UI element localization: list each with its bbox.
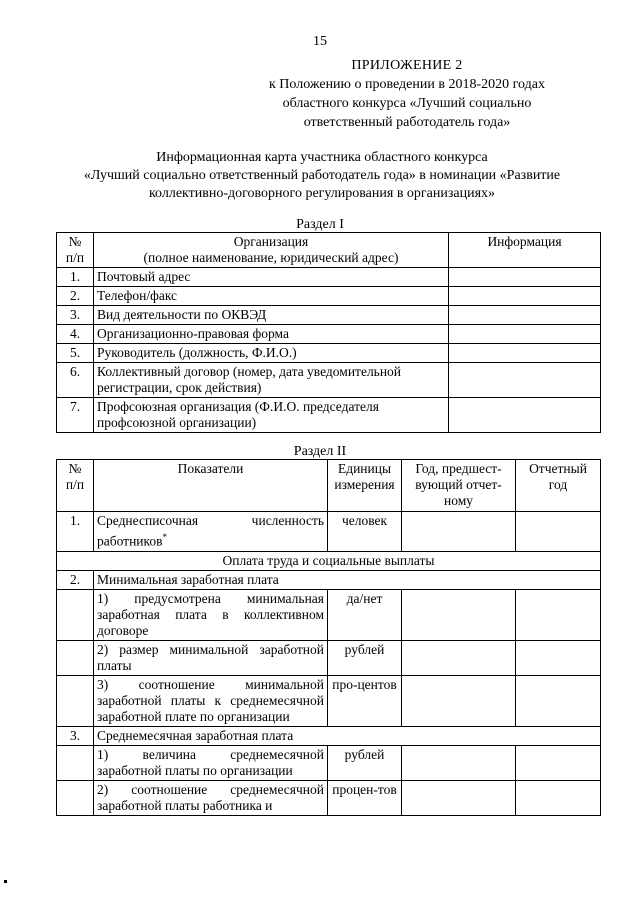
sub-row — [57, 675, 601, 726]
table-row — [57, 287, 601, 306]
row-num: 2. — [57, 570, 94, 589]
row-num: 2. — [57, 287, 94, 306]
sub-row-label: 2) размер минимальной заработной платы — [94, 640, 328, 675]
info-cell[interactable] — [449, 398, 601, 433]
row-num: 3. — [57, 306, 94, 325]
report-year-cell[interactable] — [516, 589, 601, 640]
appendix-title: ПРИЛОЖЕНИЕ 2 — [351, 58, 463, 73]
report-year-cell[interactable] — [516, 675, 601, 726]
table-row — [57, 363, 601, 398]
heading-line: коллективно-договорного регулирования в организациях» — [148, 186, 496, 201]
section1-title: Раздел I — [296, 217, 344, 232]
table-header-row — [57, 460, 601, 512]
unit-cell: да/нет — [328, 589, 402, 640]
row-num: 1. — [57, 512, 94, 552]
info-cell[interactable] — [449, 325, 601, 344]
table-row — [57, 512, 601, 552]
group-title: Оплата труда и социальные выплаты — [57, 551, 601, 570]
heading-line: Информационная карта участника областного конкурса — [156, 150, 488, 165]
report-year-cell[interactable] — [516, 745, 601, 780]
row-num: 1. — [57, 268, 94, 287]
document-heading — [50, 149, 594, 203]
info-cell[interactable] — [449, 306, 601, 325]
scan-mark — [4, 880, 7, 883]
section1-table — [56, 232, 601, 433]
table-row — [57, 570, 601, 589]
row-label: Среднесписочная численность работников* — [94, 512, 328, 552]
table-header-row — [57, 233, 601, 268]
row-num: 6. — [57, 363, 94, 398]
info-cell[interactable] — [449, 344, 601, 363]
report-year-cell[interactable] — [516, 780, 601, 815]
table-row — [57, 726, 601, 745]
header-units: Единицы измерения — [328, 460, 402, 512]
row-num: 4. — [57, 325, 94, 344]
sub-row-label: 1) предусмотрена минимальная заработная плата в коллективном договоре — [94, 589, 328, 640]
table-row — [57, 306, 601, 325]
unit-cell: про-центов — [328, 675, 402, 726]
row-label: Почтовый адрес — [94, 268, 449, 287]
group-row — [57, 551, 601, 570]
row-label: Организационно-правовая форма — [94, 325, 449, 344]
prev-year-cell[interactable] — [402, 512, 516, 552]
prev-year-cell[interactable] — [402, 640, 516, 675]
report-year-cell[interactable] — [516, 640, 601, 675]
table-row — [57, 268, 601, 287]
header-num: № п/п — [57, 233, 94, 268]
page-number: 15 — [313, 34, 327, 49]
header-prev-year: Год, предшест-вующий отчет-ному — [402, 460, 516, 512]
row-num: 3. — [57, 726, 94, 745]
section2-title: Раздел II — [293, 444, 347, 459]
row-label: Минимальная заработная плата — [94, 570, 601, 589]
appendix-line: к Положению о проведении в 2018-2020 годах — [269, 77, 545, 92]
sub-row-label: 3) соотношение минимальной заработной платы к среднемесячной заработной плате по организации — [94, 675, 328, 726]
empty-num-cell — [57, 640, 94, 675]
row-label: Коллективный договор (номер, дата уведомительной регистрации, срок действия) — [94, 363, 449, 398]
appendix-block — [247, 56, 567, 132]
prev-year-cell[interactable] — [402, 745, 516, 780]
header-indicators: Показатели — [94, 460, 328, 512]
unit-cell: человек — [328, 512, 402, 552]
sub-row-label: 2) соотношение среднемесячной заработной платы работника и — [94, 780, 328, 815]
sub-row — [57, 589, 601, 640]
sub-row-label: 1) величина среднемесячной заработной платы по организации — [94, 745, 328, 780]
info-cell[interactable] — [449, 363, 601, 398]
row-num: 7. — [57, 398, 94, 433]
header-information: Информация — [449, 233, 601, 268]
sub-row — [57, 780, 601, 815]
unit-cell: рублей — [328, 745, 402, 780]
info-cell[interactable] — [449, 287, 601, 306]
empty-num-cell — [57, 589, 94, 640]
row-label: Профсоюзная организация (Ф.И.О. председателя профсоюзной организации) — [94, 398, 449, 433]
row-label: Руководитель (должность, Ф.И.О.) — [94, 344, 449, 363]
prev-year-cell[interactable] — [402, 675, 516, 726]
prev-year-cell[interactable] — [402, 780, 516, 815]
header-num: № п/п — [57, 460, 94, 512]
row-label: Среднемесячная заработная плата — [94, 726, 601, 745]
appendix-line: ответственный работодатель года» — [303, 115, 511, 130]
header-organization: Организация (полное наименование, юридический адрес) — [94, 233, 449, 268]
footnote-marker: * — [162, 532, 168, 542]
empty-num-cell — [57, 675, 94, 726]
unit-cell: рублей — [328, 640, 402, 675]
heading-line: «Лучший социально ответственный работодатель года» в номинации «Развитие — [83, 168, 561, 183]
prev-year-cell[interactable] — [402, 589, 516, 640]
sub-row — [57, 640, 601, 675]
empty-num-cell — [57, 745, 94, 780]
section2-table — [56, 459, 601, 816]
table-row — [57, 398, 601, 433]
empty-num-cell — [57, 780, 94, 815]
table-row — [57, 325, 601, 344]
row-label: Телефон/факс — [94, 287, 449, 306]
row-label: Вид деятельности по ОКВЭД — [94, 306, 449, 325]
unit-cell: процен-тов — [328, 780, 402, 815]
appendix-line: областного конкурса «Лучший социально — [282, 96, 532, 111]
table-row — [57, 344, 601, 363]
row-num: 5. — [57, 344, 94, 363]
header-report-year: Отчетный год — [516, 460, 601, 512]
sub-row — [57, 745, 601, 780]
info-cell[interactable] — [449, 268, 601, 287]
report-year-cell[interactable] — [516, 512, 601, 552]
